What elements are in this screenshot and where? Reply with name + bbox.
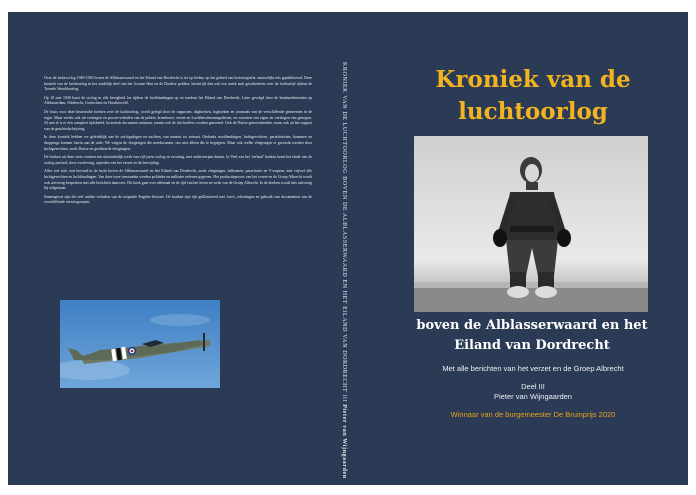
volume-label: Deel III [521, 382, 545, 391]
award-text: Winnaar van de burgemeester De Bruinprijs 2020 [450, 410, 616, 419]
back-paragraph: De basis voor deze historische boeken over de luchtoorlog, wordt gelegd door de rapporten, dagboeken, logboeken en journaals van de verschillende gemeenten in de regio. Maar verder ook uit verslagen en proces-verbalen van de politie, brandweer, verzet en Luchtbeschermingsdienst, en voorzien van eigen uit verslagen van getuigen. Al met al is er een compleet tijdsbeeld, historisch document ontstaan, waarin ook de slachtoffers worden genoemd. Ook de Duitse gemeenteraden, maar ook uit het rapport van de geschiedschrijving. [44, 109, 312, 131]
title-line-2: luchtoorlog [458, 98, 608, 125]
spitfire-photo [60, 300, 220, 388]
tagline: Met alle berichten van het verzet en de Groep Albrecht [442, 364, 624, 373]
book-subtitle [382, 316, 682, 356]
back-paragraph: De boeken uit deze serie vormen een uitzonderlijk werk van vijf jaren oorlog en ervaring, met onderwerpen daarin. In Veel van het 'verhaal' boeken komt het einde van de oorlog aan bod, door overleving, optreden van het verzet en de bevrijding. [44, 155, 312, 165]
back-paragraph: In deze kroniek hebben we geleidelijk aan de oorlogsdagen en nachten, van minuut tot minuut. Ondanks noodlandingen, luchtgevechten, parachutisten, bommen en droppings kunnen hierin aan de orde. We volgen de vliegtuigen die neerkwamen, ons niet alleen die te begrijpen. Maar ook welke vliegtuigen er gecrasht werden door luchtgevechten, zoals Duitse en geallieerde vliegtuigen. [44, 135, 312, 151]
back-paragraph: Op 10 mei 1940 barst de oorlog in alle hevigheid los tijdens de luchtlandingen op en rondom het Eiland van Dordrecht. Later gevolgd door de bombardementen op Alblasserdam, Sliedrecht, Gorinchem en Hardinxveld. [44, 95, 312, 106]
book-title [398, 64, 668, 128]
book-spine [330, 12, 366, 485]
spine-author: Pieter van Wijngaarden [341, 404, 347, 479]
back-cover-text [44, 76, 312, 209]
back-paragraph: Over de luchtoorlog 1940-1945 boven de Alblasserwaard en het Eiland van Dordrecht is tot op heden, op het gebied van historiografie, nauwelijks iets gepubliceerd. Deze kroniek van de luchtoorlog in het zuidelijk deel van het Groene Hart en de Dordtse polders, beschrijft dan ook een uniek stuk geschiedenis over de luchtstrijd tijdens de Tweede Wereldoorlog. [44, 76, 312, 92]
cover-photo [414, 136, 648, 312]
title-line-1: Kroniek van de [435, 66, 631, 93]
spine-text: KRONIEK VAN DE LUCHTOORLOG BOVEN DE ALBLASSERWAARD EN HET EILAND VAN DORDRECHT III [341, 62, 347, 403]
back-paragraph: Alles wat zich ooit bevond in de lucht boven de Alblasserwaard en het Eiland van Dordrecht, zoals vliegtuigen, ballonnen, parachutes en V-wapens, met vrijwel alle luchtgevechten en luchtlandingen. Van deze twee toestanden werden politieke en militaire redenen gegeven. Het productieproces van het verzet en de Groep Albrecht wordt ook uitvoerig besproken met alle berichten daarover. Dit boek gaat over allemaal en de tijd van het leven en werk van de Groep Albrecht. In de boeken wordt hier uitvoerig bij stilgestaan. [44, 169, 312, 191]
spine-title [341, 62, 347, 479]
author-name: Pieter van Wijngaarden [494, 392, 572, 401]
subtitle-line-1: boven de Alblasserwaard en het [416, 318, 648, 333]
back-paragraph: Samengevat zijn dit veel unieke verhalen van de originele Engelse historie. De boeken zijn rijk geïllustreerd met foto's, tekeningen en gebruik van documenten van de verschillende verzetsgroepen. [44, 194, 312, 205]
spitfire-illustration [60, 300, 220, 388]
pilot-woman-illustration [414, 136, 648, 312]
subtitle-line-2: Eiland van Dordrecht [454, 338, 610, 353]
